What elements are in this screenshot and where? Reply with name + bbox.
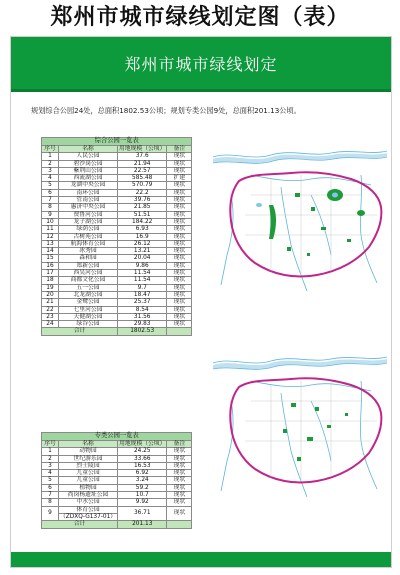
cell-name: 人民公园 xyxy=(59,153,118,160)
cell-area: 24.25 xyxy=(118,448,167,455)
table-row xyxy=(42,291,192,298)
total-row xyxy=(42,521,192,528)
cell-area: 585.48 xyxy=(118,175,167,182)
cell-no: 4 xyxy=(42,175,59,182)
cell-name: 七里河公园 xyxy=(59,306,118,313)
table-row xyxy=(42,211,192,218)
cell-note: 现状 xyxy=(167,299,192,306)
table-row xyxy=(42,299,192,306)
cell-name: 管南公园 xyxy=(59,197,118,204)
specialized-parks-map xyxy=(211,341,389,501)
table-row xyxy=(42,153,192,160)
cell-area: 59.2 xyxy=(118,484,167,491)
cell-name: 绿荫公园 xyxy=(59,226,118,233)
cell-area: 6.92 xyxy=(118,470,167,477)
cell-note: 现状 xyxy=(167,506,192,521)
cell-name: 绿谷公园 xyxy=(59,321,118,328)
cell-no: 20 xyxy=(42,291,59,298)
cell-area: 570.79 xyxy=(118,182,167,189)
cell-note: 现状 xyxy=(167,313,192,320)
cell-no: 5 xyxy=(42,477,59,484)
cell-area: 9.86 xyxy=(118,262,167,269)
table-row xyxy=(42,321,192,328)
cell-no: 7 xyxy=(42,197,59,204)
table-header-row xyxy=(42,441,192,448)
cell-no: 2 xyxy=(42,160,59,167)
table-row xyxy=(42,204,192,211)
header-cell: 备注 xyxy=(167,146,192,153)
page-title: 郑州市城市绿线划定图（表） xyxy=(50,5,350,30)
cell-name: 冰秀园 xyxy=(59,248,118,255)
table-row xyxy=(42,197,192,204)
cell-area: 13.21 xyxy=(118,248,167,255)
cell-note: 现状 xyxy=(167,240,192,247)
park-areas xyxy=(283,403,348,461)
cell-note: 现状 xyxy=(167,182,192,189)
table-caption: 专类公园一览表 xyxy=(42,433,192,441)
cell-no: 21 xyxy=(42,299,59,306)
table-row xyxy=(42,492,192,499)
cell-area: 22.57 xyxy=(118,167,167,174)
cell-name: 五一公园 xyxy=(59,284,118,291)
cell-name: 郑新公园 xyxy=(59,262,118,269)
table-row xyxy=(42,182,192,189)
cell-name: 烈士陵园 xyxy=(59,462,118,469)
cell-area: 36.71 xyxy=(118,506,167,521)
table-row xyxy=(42,499,192,506)
cell-area: 8.54 xyxy=(118,306,167,313)
total-label: 合计 xyxy=(42,521,118,528)
cell-name: 金鹭公园 xyxy=(59,299,118,306)
cell-no: 22 xyxy=(42,306,59,313)
cell-no: 9 xyxy=(42,211,59,218)
cell-area: 3.24 xyxy=(118,477,167,484)
cell-no: 7 xyxy=(42,492,59,499)
cell-note: 现状 xyxy=(167,492,192,499)
road-network xyxy=(245,381,377,481)
header-cell: 用地规模（公顷） xyxy=(119,146,166,152)
banner-title: 郑州市城市绿线划定 xyxy=(11,37,391,92)
cell-code: （ZDXQ-G137-01） xyxy=(60,513,117,520)
total-row xyxy=(42,328,192,335)
total-value: 201.13 xyxy=(118,521,167,528)
total-label: 合计 xyxy=(42,328,118,335)
cell-no: 9 xyxy=(42,506,59,521)
cell-name: 古树苑公园 xyxy=(59,233,118,240)
cell-note: 现状 xyxy=(167,277,192,284)
cell-note: 现状 xyxy=(167,189,192,196)
table-row xyxy=(42,255,192,262)
cell-name: 贾鲁河公园 xyxy=(59,211,118,218)
cell-note: 现状 xyxy=(167,470,192,477)
cell-name: 动物园 xyxy=(59,448,118,455)
cell-name: 天健湖公园 xyxy=(59,313,118,320)
table-row xyxy=(42,248,192,255)
cell-name: 体育公园 xyxy=(59,506,118,513)
header-cell: 用地规模（公顷） xyxy=(119,441,166,447)
cell-no: 6 xyxy=(42,484,59,491)
table-row xyxy=(42,462,192,469)
cell-note: 现状 xyxy=(167,291,192,298)
cell-name: 南环公园 xyxy=(59,189,118,196)
cell-name: 植物园 xyxy=(59,484,118,491)
cell-area: 9.7 xyxy=(118,284,167,291)
table-row xyxy=(42,470,192,477)
table-row xyxy=(42,270,192,277)
cell-name: 紫荆山公园 xyxy=(59,167,118,174)
cell-no: 13 xyxy=(42,240,59,247)
cell-no: 12 xyxy=(42,233,59,240)
cell-no: 24 xyxy=(42,321,59,328)
city-boundary xyxy=(230,378,381,482)
table-row xyxy=(42,284,192,291)
cell-note: 现状 xyxy=(167,153,192,160)
cell-name: 尚岗杨遗址公园 xyxy=(59,492,118,499)
cell-area: 33.66 xyxy=(118,455,167,462)
cell-area: 22.2 xyxy=(118,189,167,196)
cell-no: 6 xyxy=(42,189,59,196)
table-row xyxy=(42,189,192,196)
cell-area: 18.47 xyxy=(118,291,167,298)
cell-name: 儿童公园 xyxy=(59,470,118,477)
table-row xyxy=(42,448,192,455)
cell-name: 惠济中央公园 xyxy=(59,204,118,211)
cell-name: 商都文化公园 xyxy=(59,277,118,284)
table-row xyxy=(42,277,192,284)
cell-name: 北龙湖公园 xyxy=(59,291,118,298)
cell-note: 现状 xyxy=(167,448,192,455)
cell-note: 现状 xyxy=(167,477,192,484)
cell-name: 西吴河公园 xyxy=(59,270,118,277)
cell-area: 11.54 xyxy=(118,270,167,277)
cell-note: 扩建 xyxy=(167,175,192,182)
cell-note: 现状 xyxy=(167,167,192,174)
cell-note: 现状 xyxy=(167,160,192,167)
table-row xyxy=(42,506,192,513)
cell-no: 5 xyxy=(42,182,59,189)
cell-note: 现状 xyxy=(167,233,192,240)
cell-note: 现状 xyxy=(167,306,192,313)
summary-text: 规划综合公园24处，总面积1802.53公顷；规划专类公园9处，总面积201.13公顷。 xyxy=(31,106,301,115)
cell-area: 31.56 xyxy=(118,313,167,320)
road-network xyxy=(245,175,377,275)
table-row xyxy=(42,240,192,247)
cell-note: 现状 xyxy=(167,248,192,255)
cell-no: 16 xyxy=(42,262,59,269)
cell-note: 现状 xyxy=(167,226,192,233)
table-row xyxy=(42,175,192,182)
cell-no: 23 xyxy=(42,313,59,320)
cell-no: 18 xyxy=(42,277,59,284)
cell-note: 现状 xyxy=(167,284,192,291)
cell-note: 现状 xyxy=(167,499,192,506)
cell-name: 龙湖中央公园 xyxy=(59,182,118,189)
cell-area: 16.53 xyxy=(118,462,167,469)
cell-area: 26.12 xyxy=(118,240,167,247)
park-areas xyxy=(269,189,365,256)
total-value: 1802.53 xyxy=(118,328,167,335)
cell-area: 20.04 xyxy=(118,255,167,262)
cell-no: 17 xyxy=(42,270,59,277)
total-note xyxy=(167,328,192,335)
cell-note: 现状 xyxy=(167,484,192,491)
cell-area: 6.93 xyxy=(118,226,167,233)
cell-area: 39.76 xyxy=(118,197,167,204)
cell-name: 世纪游乐园 xyxy=(59,455,118,462)
poster-board xyxy=(10,36,392,568)
cell-name: 龙子湖公园 xyxy=(59,218,118,225)
cell-no: 1 xyxy=(42,448,59,455)
table-row xyxy=(42,262,192,269)
cell-note: 现状 xyxy=(167,262,192,269)
header-cell: 名称 xyxy=(59,441,118,448)
cell-area: 16.9 xyxy=(118,233,167,240)
table-row xyxy=(42,167,192,174)
header-cell: 名称 xyxy=(59,146,118,153)
cell-name: 碧沙岗公园 xyxy=(59,160,118,167)
yellow-river-band xyxy=(213,153,387,163)
total-note xyxy=(167,521,192,528)
cell-area: 21.85 xyxy=(118,204,167,211)
cell-no: 4 xyxy=(42,470,59,477)
cell-no: 10 xyxy=(42,218,59,225)
cell-name: 西流湖公园 xyxy=(59,175,118,182)
cell-area: 51.51 xyxy=(118,211,167,218)
cell-area: 11.54 xyxy=(118,277,167,284)
comprehensive-parks-table xyxy=(41,137,192,336)
table-caption: 综合公园一览表 xyxy=(42,138,192,146)
table-header-row xyxy=(42,146,192,153)
cell-area: 25.37 xyxy=(118,299,167,306)
city-boundary xyxy=(230,172,381,276)
table-row xyxy=(42,218,192,225)
specialized-parks-table xyxy=(41,432,192,529)
cell-note: 现状 xyxy=(167,197,192,204)
cell-no: 2 xyxy=(42,455,59,462)
cell-no: 1 xyxy=(42,153,59,160)
cell-area: 29.83 xyxy=(118,321,167,328)
cell-no: 8 xyxy=(42,204,59,211)
cell-note: 现状 xyxy=(167,321,192,328)
cell-area: 37.6 xyxy=(118,153,167,160)
header-cell: 序号 xyxy=(42,146,59,153)
cell-no: 19 xyxy=(42,284,59,291)
header-cell: 备注 xyxy=(167,441,192,448)
cell-name: 中水公园 xyxy=(59,499,118,506)
cell-note: 现状 xyxy=(167,255,192,262)
cell-no: 14 xyxy=(42,248,59,255)
cell-area: 21.94 xyxy=(118,160,167,167)
cell-no: 8 xyxy=(42,499,59,506)
table-row xyxy=(42,160,192,167)
cell-note: 现状 xyxy=(167,218,192,225)
cell-no: 15 xyxy=(42,255,59,262)
cell-area: 9.92 xyxy=(118,499,167,506)
footer-bar xyxy=(11,552,391,567)
cell-note: 现状 xyxy=(167,462,192,469)
cell-note: 现状 xyxy=(167,204,192,211)
cell-note: 现状 xyxy=(167,270,192,277)
cell-note: 现状 xyxy=(167,455,192,462)
cell-name: 航海体育公园 xyxy=(59,240,118,247)
cell-name: 儿童公园 xyxy=(59,477,118,484)
table-row xyxy=(42,313,192,320)
cell-no: 11 xyxy=(42,226,59,233)
yellow-river-band xyxy=(213,359,387,369)
cell-name: 森和园 xyxy=(59,255,118,262)
table-row xyxy=(42,455,192,462)
table-row xyxy=(42,484,192,491)
header-cell: 序号 xyxy=(42,441,59,448)
table-row xyxy=(42,306,192,313)
comprehensive-parks-map xyxy=(211,135,389,295)
cell-no: 3 xyxy=(42,167,59,174)
cell-no: 3 xyxy=(42,462,59,469)
cell-area: 10.7 xyxy=(118,492,167,499)
cell-note: 现状 xyxy=(167,211,192,218)
table-row xyxy=(42,226,192,233)
cell-area: 184.22 xyxy=(118,218,167,225)
table-row xyxy=(42,477,192,484)
table-row xyxy=(42,233,192,240)
